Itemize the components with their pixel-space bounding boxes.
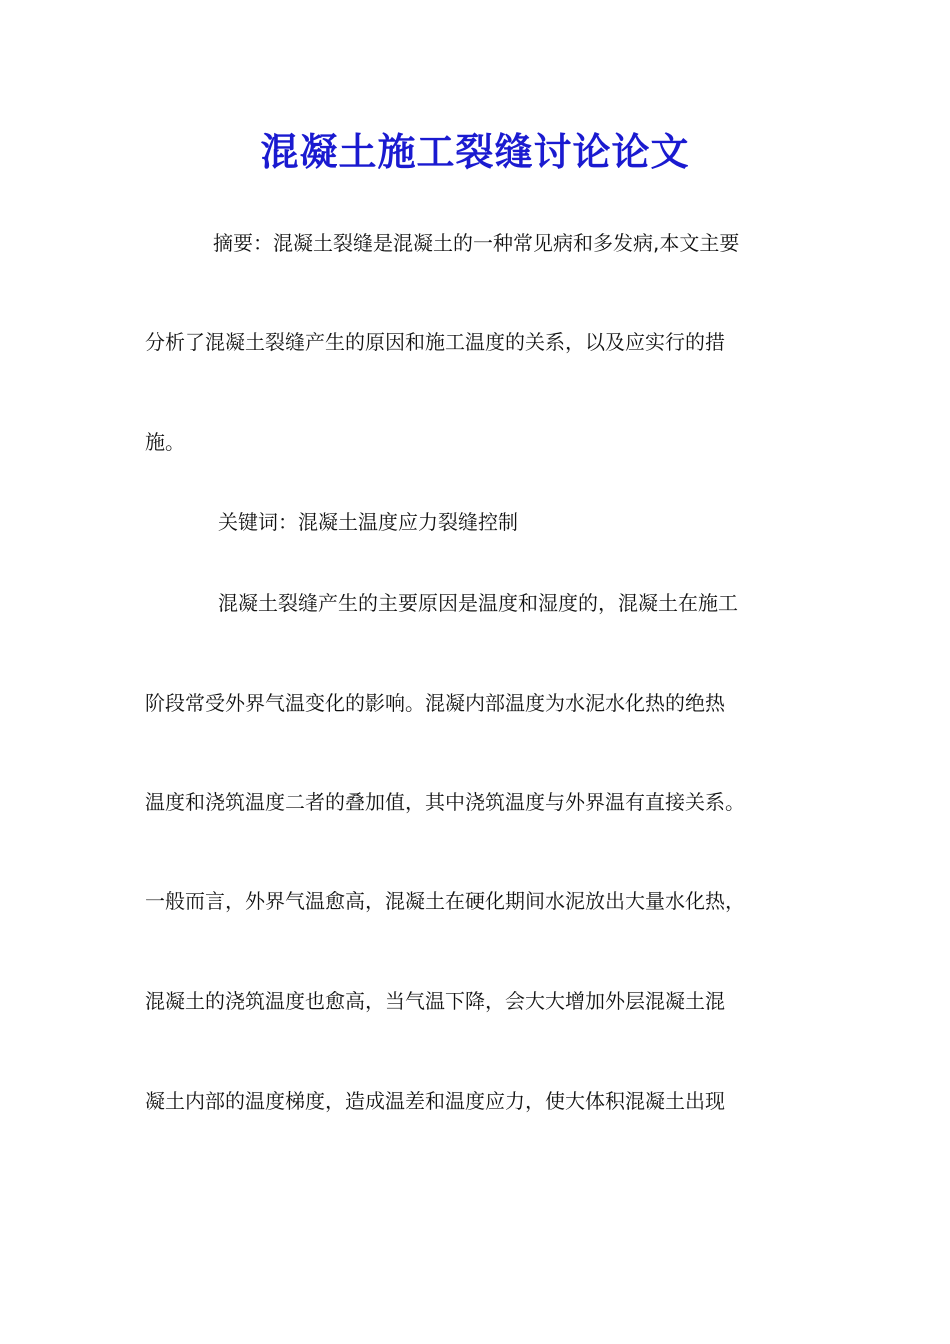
body-line-3: 温度和浇筑温度二者的叠加值，其中浇筑温度与外界温有直接关系。 — [145, 790, 745, 814]
abstract-line-1: 摘要：混凝土裂缝是混凝土的一种常见病和多发病,本文主要 — [213, 231, 740, 255]
document-title: 混凝土施工裂缝讨论论文 — [260, 129, 690, 174]
abstract-line-2: 分析了混凝土裂缝产生的原因和施工温度的关系，以及应实行的措 — [145, 330, 725, 354]
abstract-line-3: 施。 — [145, 430, 185, 454]
body-line-5: 混凝土的浇筑温度也愈高，当气温下降，会大大增加外层混凝土混 — [145, 989, 725, 1013]
body-line-4: 一般而言，外界气温愈高，混凝土在硬化期间水泥放出大量水化热， — [145, 889, 745, 913]
keywords-line: 关键词：混凝土温度应力裂缝控制 — [218, 510, 518, 534]
body-line-2: 阶段常受外界气温变化的影响。混凝内部温度为水泥水化热的绝热 — [145, 691, 725, 715]
body-line-1: 混凝土裂缝产生的主要原因是温度和湿度的，混凝土在施工 — [218, 591, 738, 615]
body-line-6: 凝土内部的温度梯度，造成温差和温度应力，使大体积混凝土出现 — [145, 1089, 725, 1113]
